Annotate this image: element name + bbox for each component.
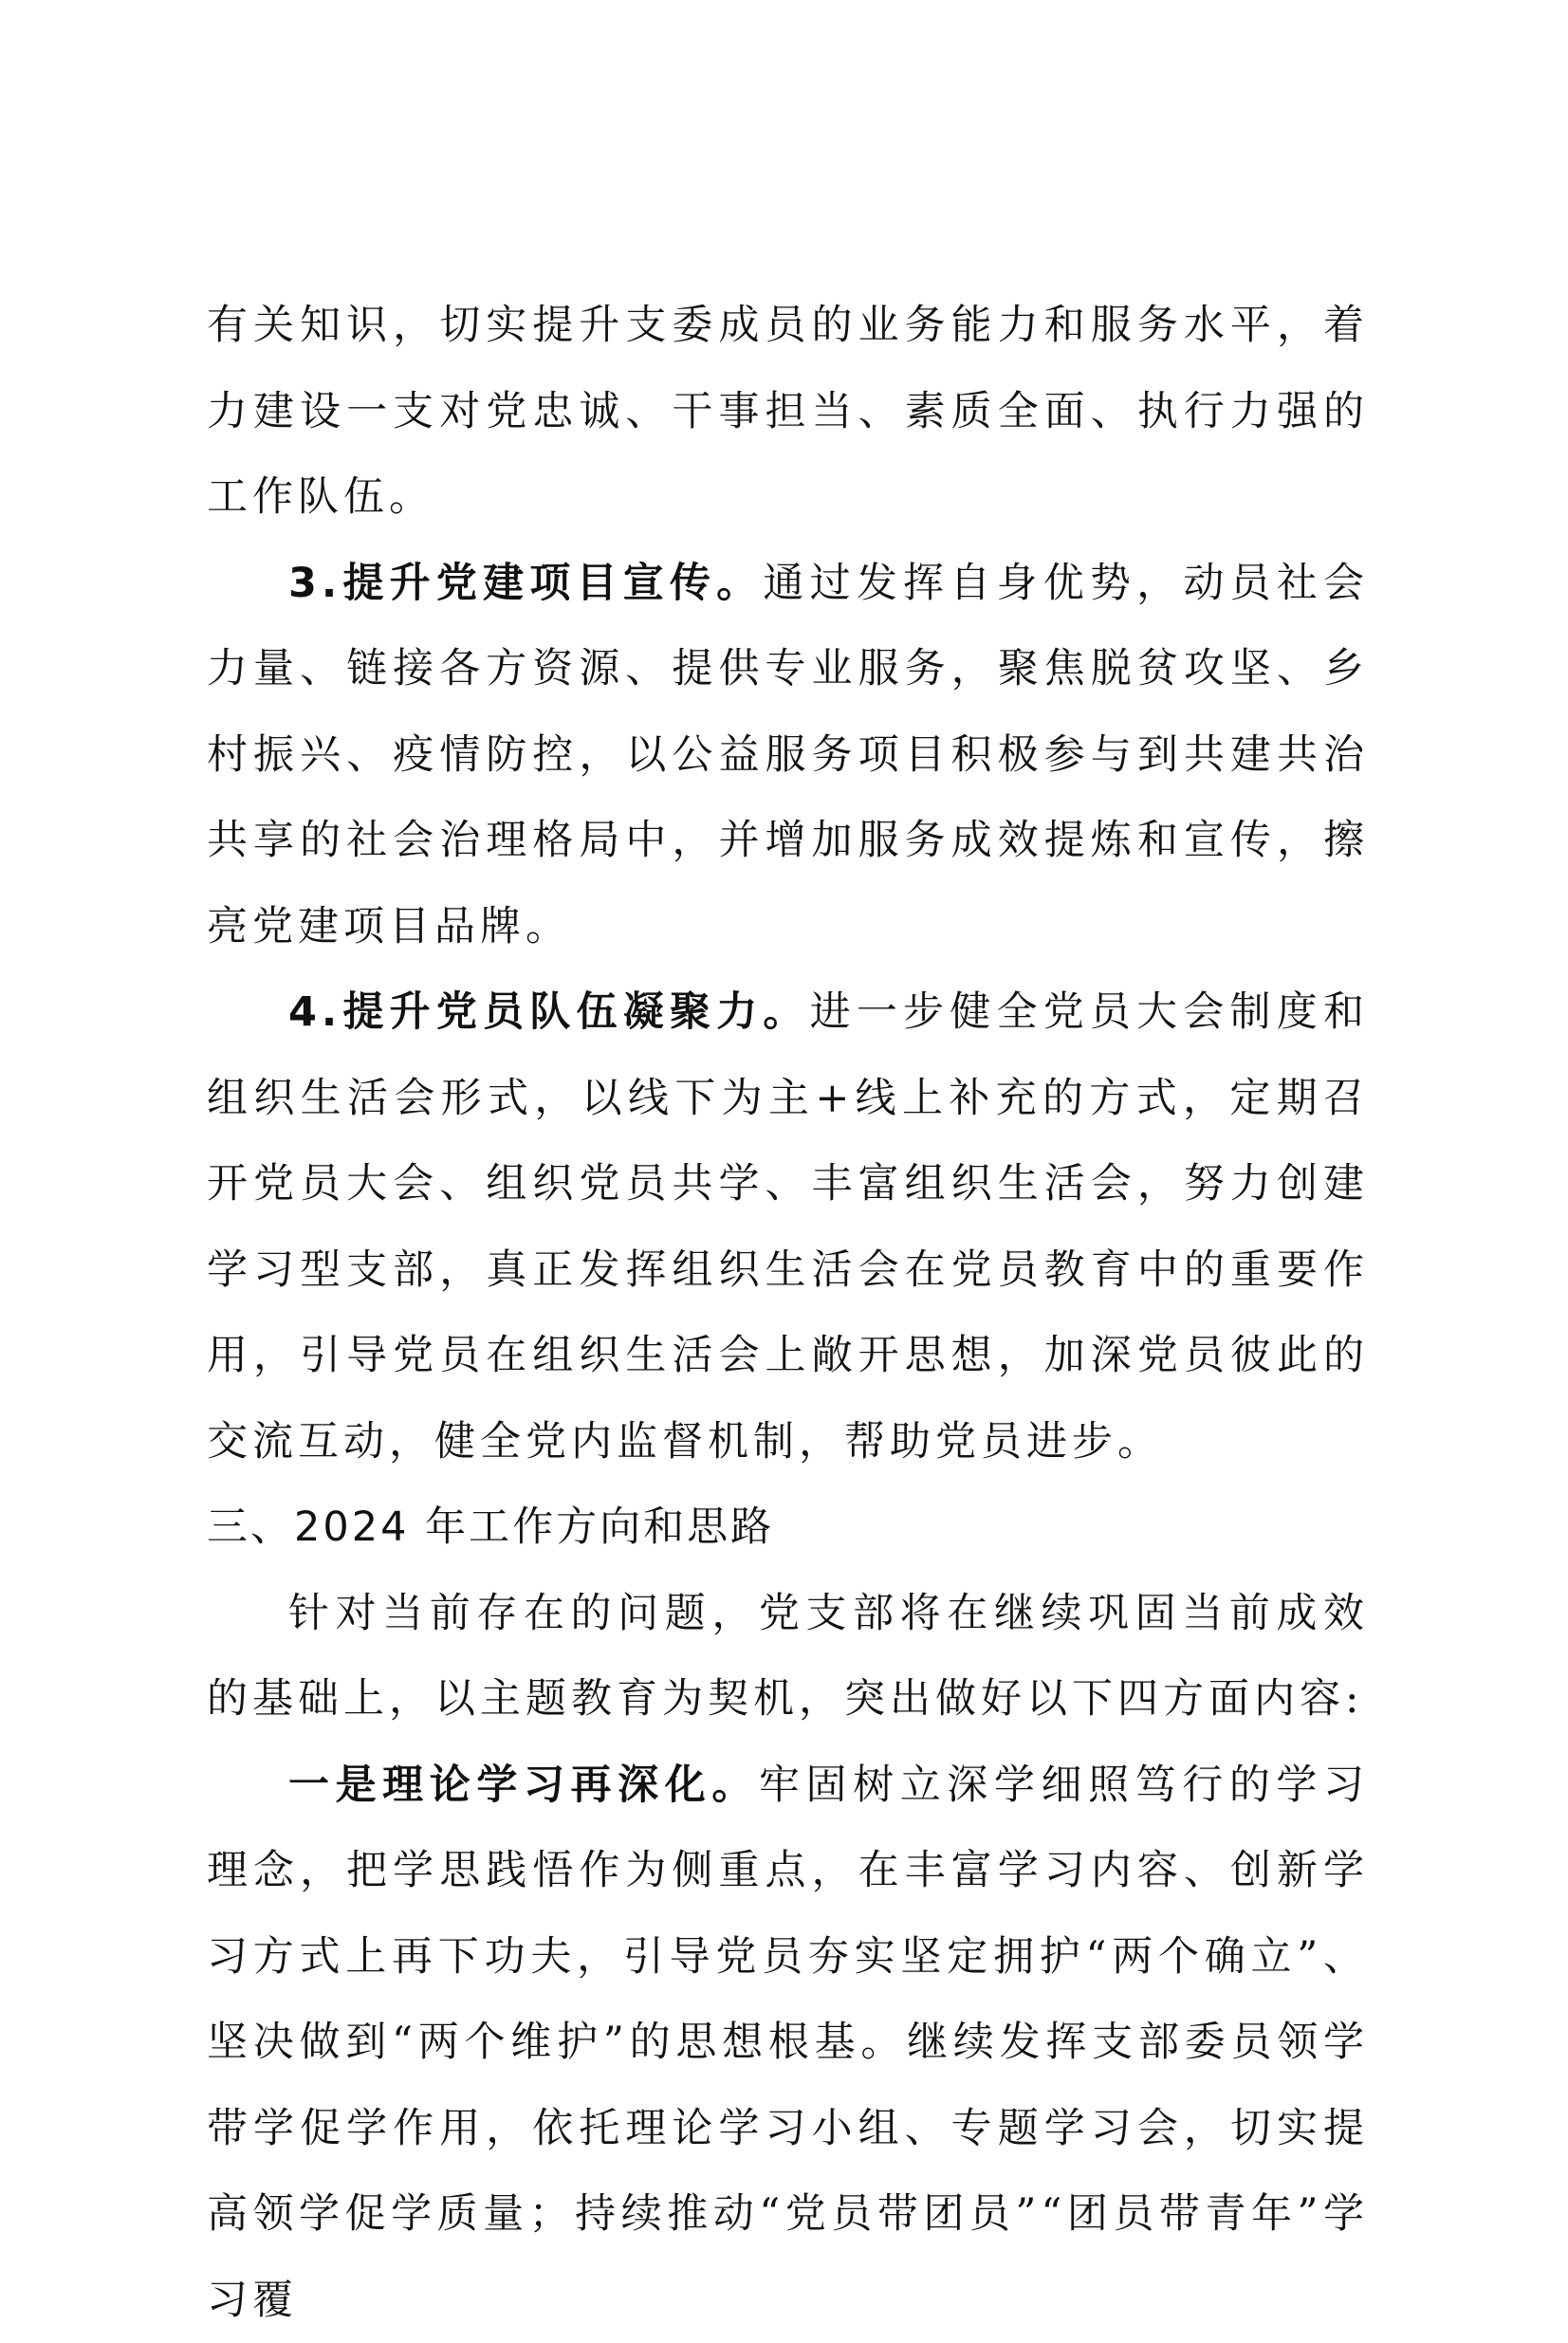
paragraph-intro: 针对当前存在的问题，党支部将在继续巩固当前成效的基础上，以主题教育为契机，突出做好以下四方面内容: (207, 1571, 1369, 1743)
paragraph-heading: 3.提升党建项目宣传。 (288, 560, 763, 607)
paragraph-heading: 4.提升党员队伍凝聚力。 (288, 988, 810, 1036)
paragraph-member-cohesion (207, 969, 1369, 1485)
paragraph-body: 通过发挥自身优势，动员社会力量、链接各方资源、提供专业服务，聚焦脱贫攻坚、乡村振兴、疫情防控，以公益服务项目积极参与到共建共治共享的社会治理格局中，并增加服务成效提炼和宣传，擦亮党建项目品牌。 (207, 560, 1369, 950)
paragraph-continued: 有关知识，切实提升支委成员的业务能力和服务水平，着力建设一支对党忠诚、干事担当、素质全面、执行力强的工作队伍。 (207, 283, 1369, 541)
section-heading: 三、2024 年工作方向和思路 (207, 1485, 1369, 1571)
paragraph-project-promotion (207, 541, 1369, 970)
paragraph-body: 进一步健全党员大会制度和组织生活会形式，以线下为主+线上补充的方式，定期召开党员大会、组织党员共学、丰富组织生活会，努力创建学习型支部，真正发挥组织生活会在党员教育中的重要作用，引导党员在组织生活会上敞开思想，加深党员彼此的交流互动，健全党内监督机制，帮助党员进步。 (207, 988, 1369, 1466)
document-page (207, 283, 1369, 2343)
paragraph-body: 牢固树立深学细照笃行的学习理念，把学思践悟作为侧重点，在丰富学习内容、创新学习方式上再下功夫，引导党员夯实坚定拥护“两个确立”、坚决做到“两个维护”的思想根基。继续发挥支部委员领学带学促学作用，依托理论学习小组、专题学习会，切实提高领学促学质量；持续推动“党员带团员”“团员带青年”学习覆 (207, 1762, 1369, 2324)
paragraph-theory-study (207, 1743, 1369, 2343)
paragraph-heading: 一是理论学习再深化。 (288, 1762, 759, 1809)
